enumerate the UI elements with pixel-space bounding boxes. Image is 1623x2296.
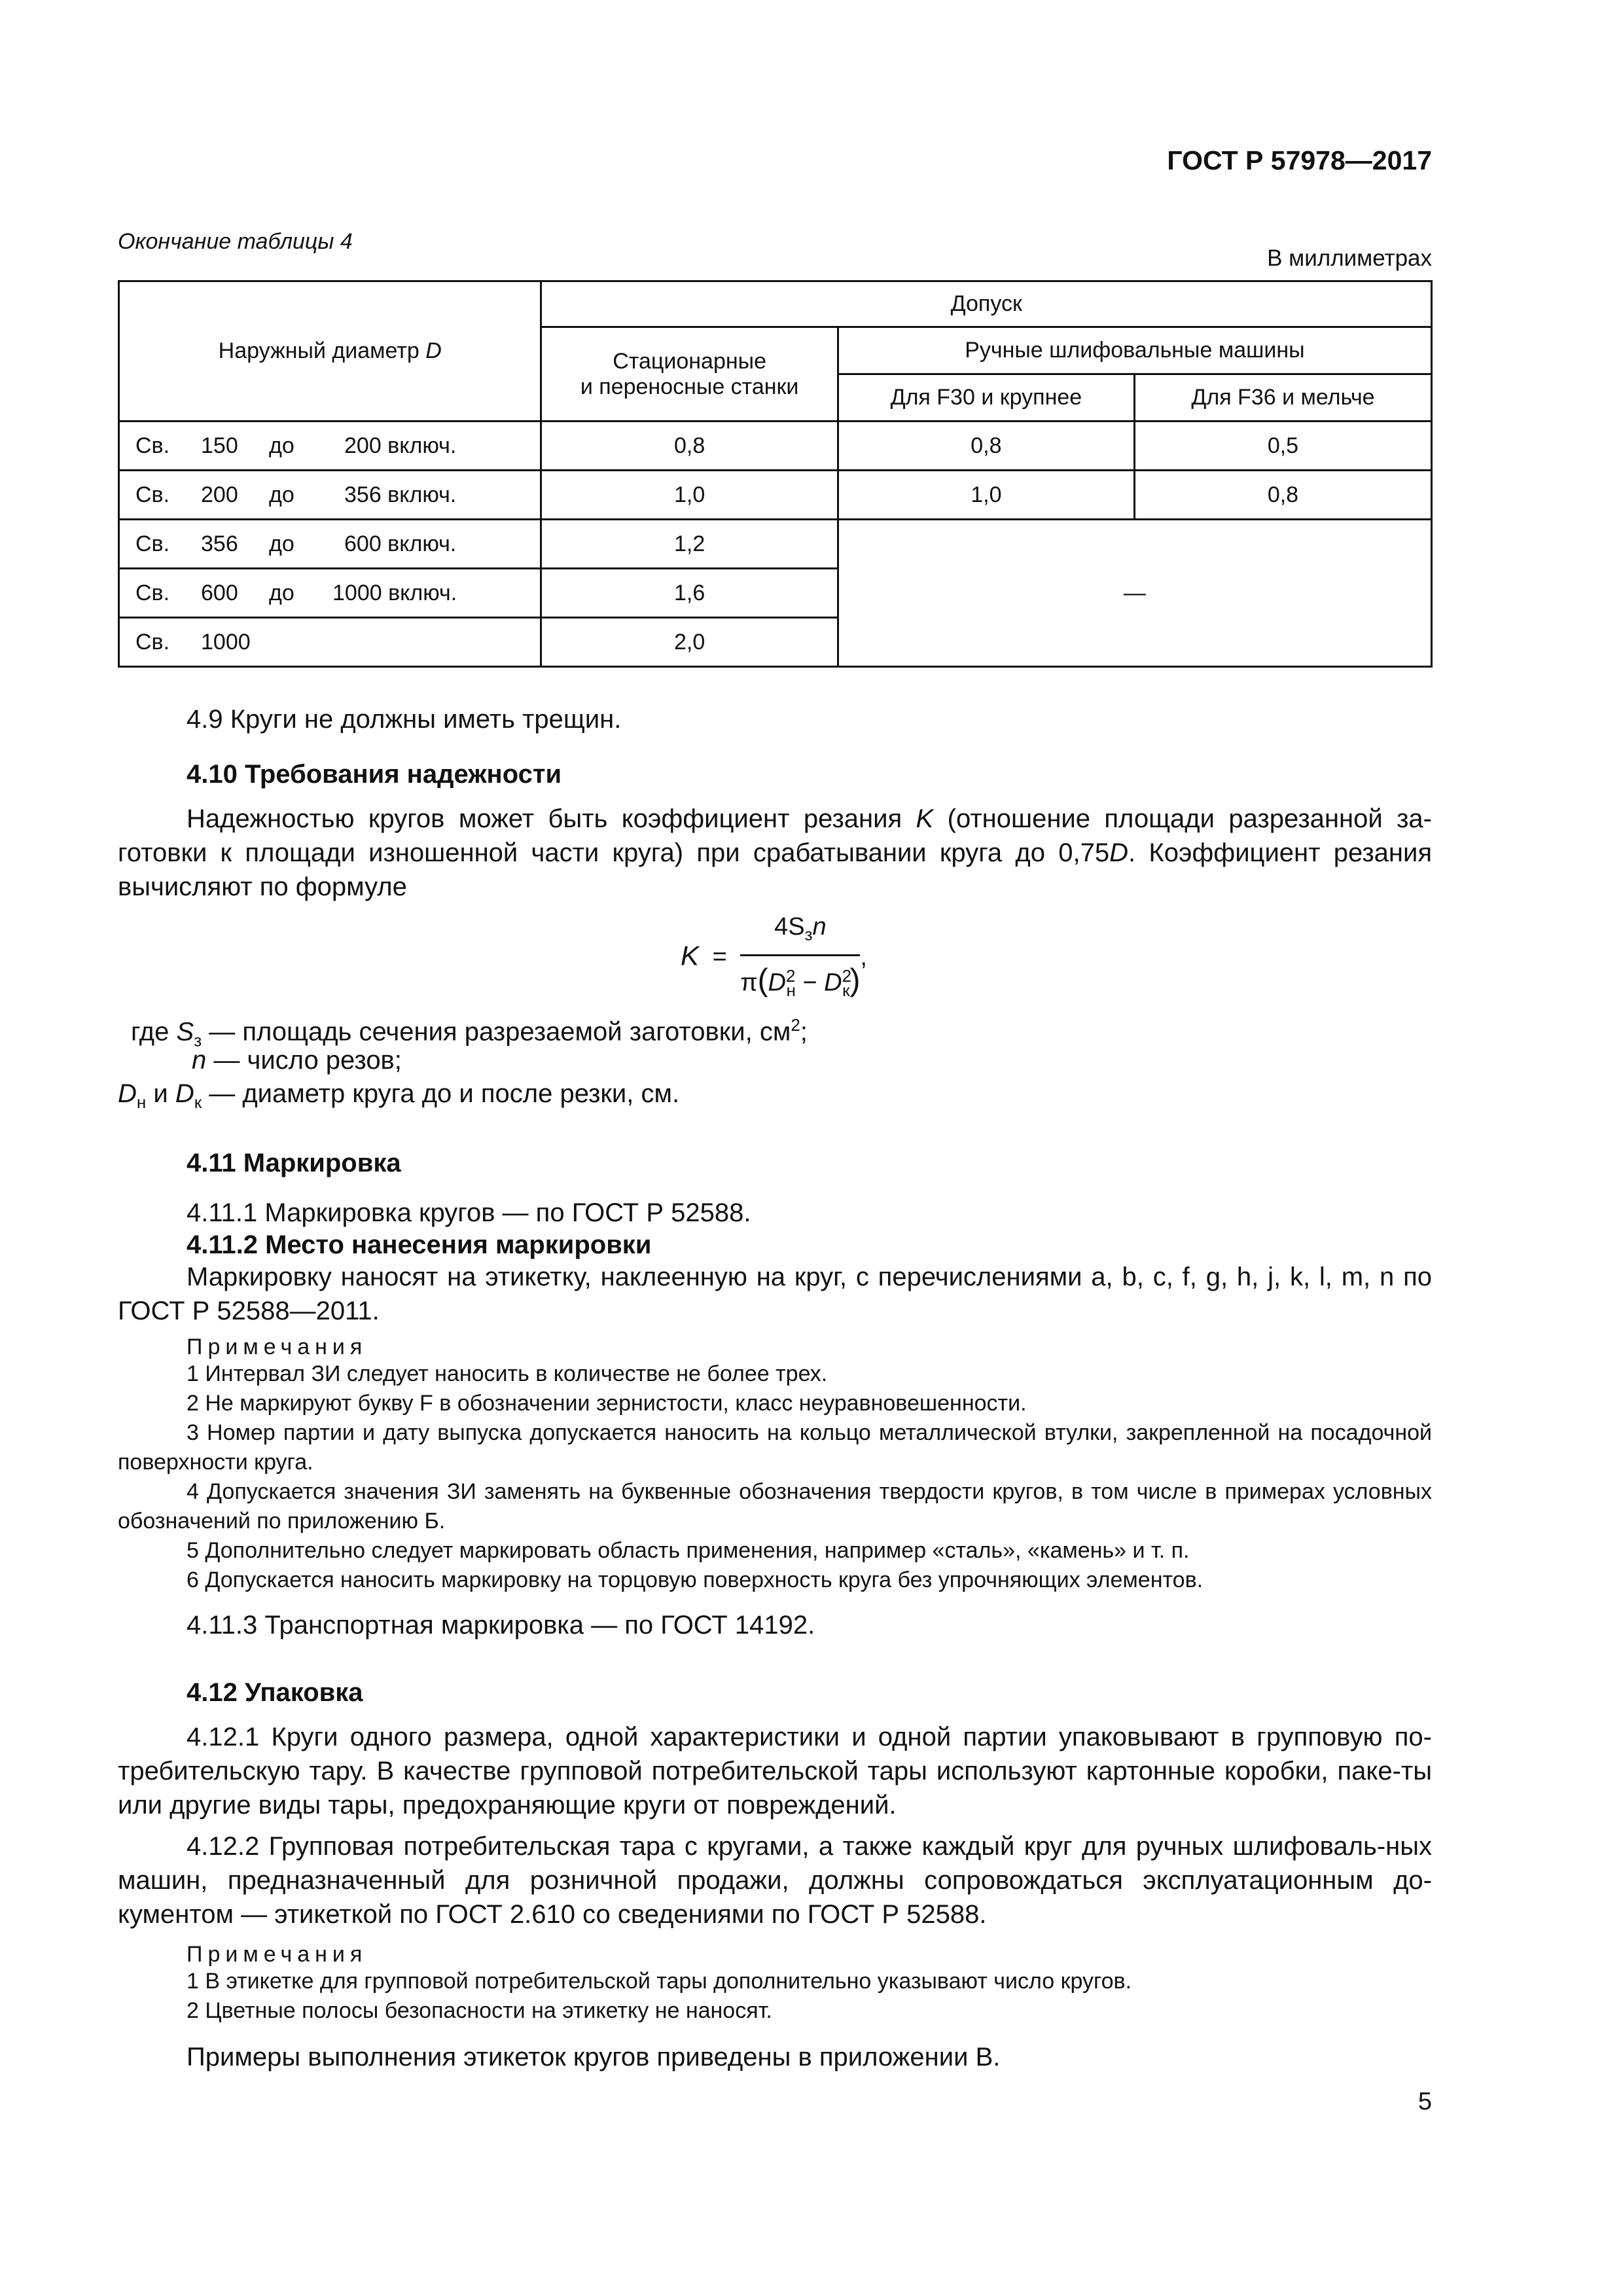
paragraph-4-10: Надежностью кругов может быть коэффициент резания K (отношение площади разрезанной за-готовки к площади изношенной части круга) при срабатывании круга до 0,75D. Коэффициент резания вычисляют по формуле (118, 804, 1433, 901)
note-item: 2 Не маркируют букву F в обозначении зернистости, класс неуравновешенности. (187, 1391, 1027, 1416)
table-row (119, 520, 1432, 569)
table-units: В миллиметрах (1267, 245, 1432, 271)
document-standard-header: ГОСТ Р 57978—2017 (1167, 145, 1432, 175)
section-4-11-2-title: 4.11.2 Место нанесения маркировки (187, 1230, 652, 1259)
note-item: 1 Интервал ЗИ следует наносить в количестве не более трех. (187, 1361, 828, 1386)
section-4-10-title: 4.10 Требования надежности (187, 760, 562, 789)
where-line-3: $D_н$ и $D_к$ — диаметр круга до и после резки, см. (118, 1079, 680, 1112)
f36-value: 0,8 (1134, 471, 1431, 520)
header-stationary: Стационарные и переносные станки (541, 327, 838, 422)
tolerance-table (118, 280, 1433, 668)
formula-fraction: $\frac{4S_зn}{\pi(D^2_н - D^2_к)}$ (740, 910, 860, 1007)
f36-value: 0,5 (1134, 422, 1431, 471)
range-cell: Св. 600 до 1000 включ. (119, 569, 541, 618)
note-item: 6 Допускается наносить маркировку на торцовую поверхность круга без упрочняющих элементов. (187, 1568, 1204, 1592)
note-item: 5 Дополнительно следует маркировать область применения, например «сталь», «камень» и т. п. (187, 1538, 1190, 1563)
formula-k: K = $\frac{4S_зn}{\pi(D^2_н - D^2_к)}$ , (681, 910, 867, 1007)
stationary-value: 1,0 (541, 471, 838, 520)
header-f36: Для F36 и мельче (1134, 374, 1431, 422)
range-cell: Св. 200 до 356 включ. (119, 471, 541, 520)
paragraph-4-11-1: 4.11.1 Маркировка кругов — по ГОСТ Р 52588. (187, 1198, 751, 1227)
section-4-11-title: 4.11 Маркировка (187, 1149, 401, 1177)
page-number: 5 (1418, 2088, 1432, 2115)
section-4-12-title: 4.12 Упаковка (187, 1678, 363, 1707)
table-row (119, 422, 1432, 471)
stationary-value: 1,2 (541, 520, 838, 569)
note-item: 1 В этикетке для групповой потребительской тары дополнительно указывают число кругов. (187, 1969, 1132, 1994)
paragraph-4-9: 4.9 Круги не должны иметь трещин. (187, 705, 622, 734)
table-caption: Окончание таблицы 4 (118, 229, 353, 254)
note-item: 2 Цветные полосы безопасности на этикетку не наносят. (187, 1998, 772, 2023)
stationary-value: 2,0 (541, 618, 838, 667)
range-cell: Св. 1000 (119, 618, 541, 667)
paragraph-4-12-1: 4.12.1 Круги одного размера, одной характеристики и одной партии упаковывают в групповую по-требительскую тару. В качестве групповой потребительской тары используют картонные коробки, паке-ты или другие виды тары, предохраняющие круги от повреждений. (118, 1723, 1432, 1820)
paragraph-4-11-3: 4.11.3 Транспортная маркировка — по ГОСТ 14192. (187, 1611, 815, 1640)
paragraph-4-11-2: Маркировку наносят на этикетку, наклеенную на круг, с перечислениями a, b, c, f, g, h, j, k, l, m, n по ГОСТ Р 52588—2011. (118, 1263, 1432, 1325)
paragraph-4-12-2: 4.12.2 Групповая потребительская тара с кругами, а также каждый круг для ручных шлифоваль-ных машин, предназначенный для розничной продажи, должны сопровождаться эксплуатационным до-кументом — этикеткой по ГОСТ 2.610 со сведениями по ГОСТ Р 52588. (118, 1832, 1432, 1929)
note-item: 3 Номер партии и дату выпуска допускается наносить на кольцо металлической втулки, закрепленной на посадочной поверхности круга. (118, 1420, 1432, 1475)
range-cell: Св. 356 до 600 включ. (119, 520, 541, 569)
merged-dash-cell: — (838, 520, 1431, 667)
where-line-1: где $S_з$ — площадь сечения разрезаемой заготовки, $см^2$; (131, 1015, 808, 1050)
paragraph-examples: Примеры выполнения этикеток кругов приведены в приложении В. (187, 2043, 1001, 2072)
stationary-value: 0,8 (541, 422, 838, 471)
stationary-value: 1,6 (541, 569, 838, 618)
range-cell: Св. 150 до 200 включ. (119, 422, 541, 471)
f30-value: 0,8 (838, 422, 1134, 471)
where-line-2: n — число резов; (192, 1046, 402, 1075)
header-tolerance: Допуск (541, 281, 1432, 327)
notes-title: Примечания (187, 1942, 368, 1967)
header-hand-machines: Ручные шлифовальные машины (838, 327, 1431, 374)
f30-value: 1,0 (838, 471, 1134, 520)
notes-title: Примечания (187, 1335, 368, 1359)
table-row (119, 471, 1432, 520)
header-outer-diameter: Наружный диаметр D (119, 281, 541, 422)
header-f30: Для F30 и крупнее (838, 374, 1134, 422)
note-item: 4 Допускается значения ЗИ заменять на буквенные обозначения твердости кругов, в том числе в примерах условных обозначений по приложению Б. (118, 1479, 1432, 1534)
